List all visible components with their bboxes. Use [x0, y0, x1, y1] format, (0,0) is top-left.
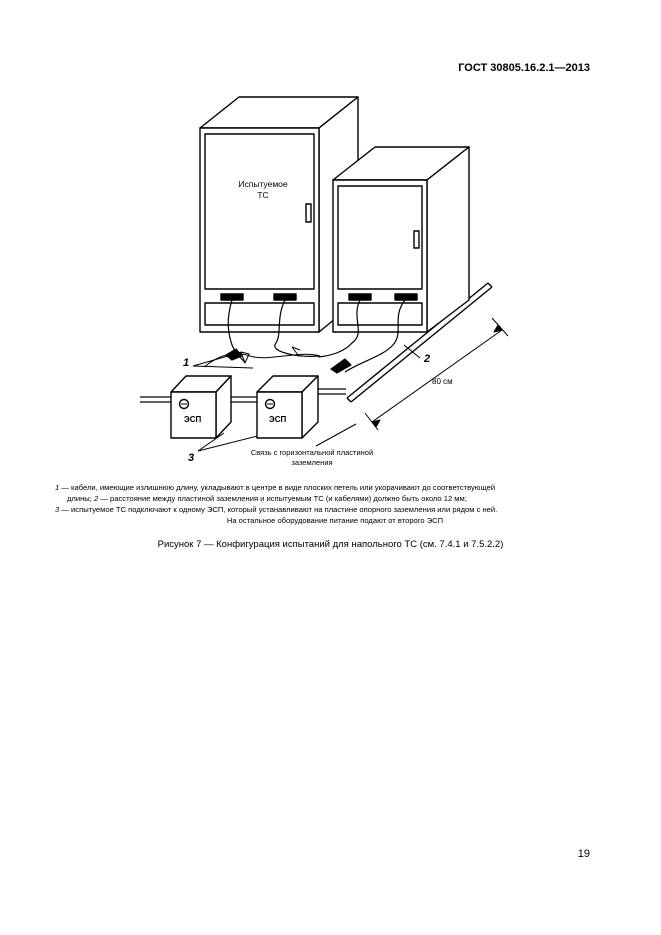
- distance-dimension: [316, 318, 508, 446]
- document-header: ГОСТ 30805.16.2.1—2013: [458, 62, 590, 74]
- distance-label: 80 см: [432, 377, 453, 386]
- callout-2: 2: [423, 353, 431, 365]
- note-3: 3 — испытуемое ТС подключают к одному ЭСП, который устанавливают на пластине опорного заземления или рядом с ней.: [55, 505, 498, 514]
- note-1-continued: длины; 2 — расстояние между пластиной заземления и испытуемым ТС (и кабелями) должно быть около 12 мм;: [67, 494, 467, 503]
- figure-caption: Рисунок 7 — Конфигурация испытаний для напольного ТС (см. 7.4.1 и 7.5.2.2): [157, 539, 504, 550]
- figure-notes: [55, 482, 615, 526]
- callout-3: 3: [187, 452, 195, 464]
- eut-label: Испытуемое: [238, 179, 288, 189]
- eut-label-2: ТС: [257, 190, 269, 200]
- bond-label-2: заземления: [291, 458, 333, 467]
- note-1: 1 — кабели, имеющие излишнюю длину, укладывают в центре в виде плоских петель или укорачивают до соответствующей: [55, 483, 496, 492]
- lisn-label-2: ЭСП: [269, 415, 287, 424]
- bond-label: Связь с горизонтальной пластиной: [250, 448, 374, 457]
- callout-1: 1: [182, 357, 190, 369]
- lisn-boxes: [171, 376, 318, 438]
- note-3-continued: На остальное оборудование питание подают от второго ЭСП: [226, 516, 444, 525]
- lisn-label-1: ЭСП: [184, 415, 202, 424]
- auxiliary-cabinet: [333, 147, 469, 332]
- page-number: 19: [577, 848, 590, 860]
